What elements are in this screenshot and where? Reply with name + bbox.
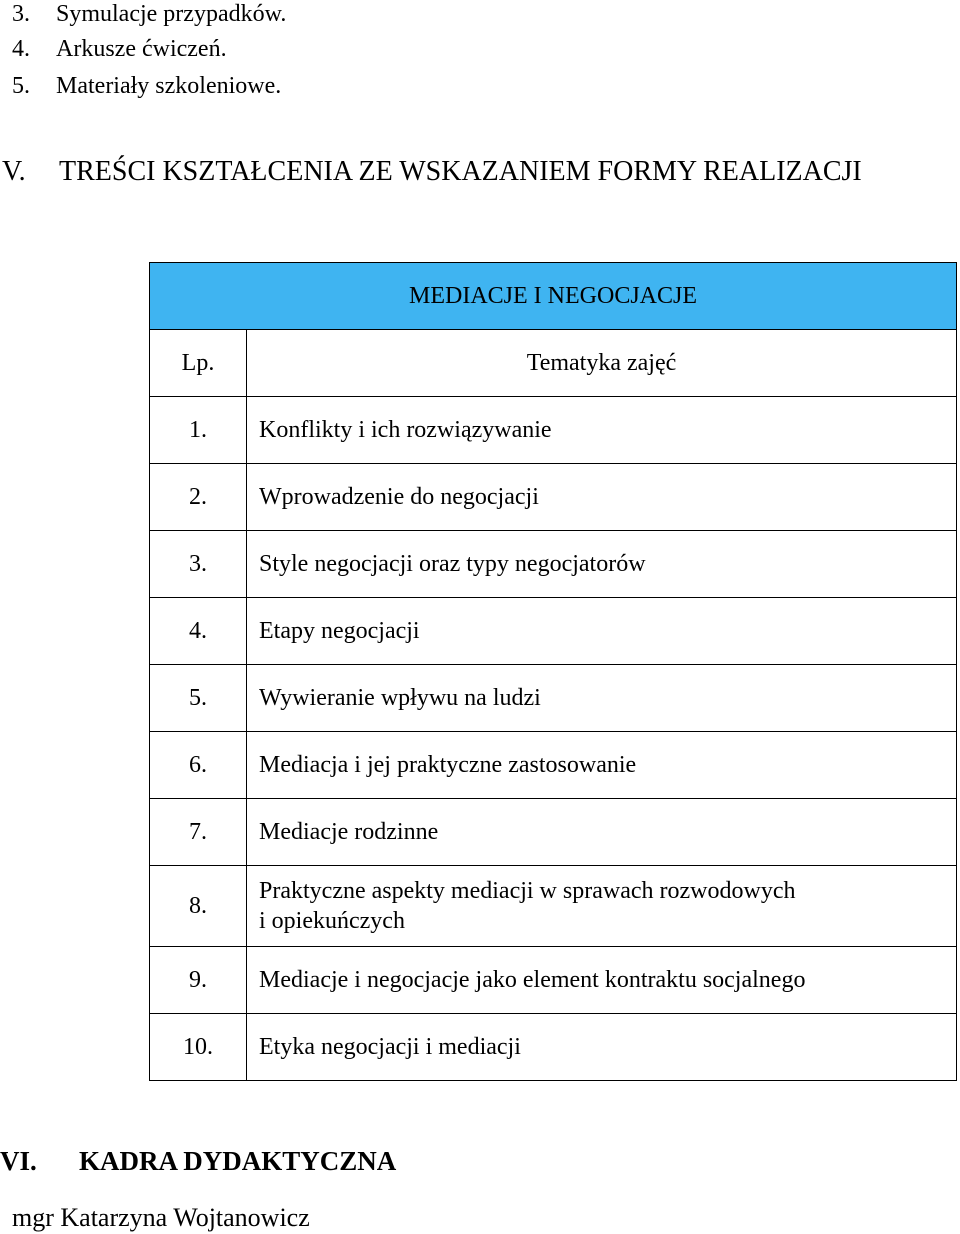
table-row bbox=[150, 732, 957, 799]
row-lp: 8. bbox=[150, 866, 247, 947]
row-topic: Konflikty i ich rozwiązywanie bbox=[247, 397, 957, 464]
row-topic: Etapy negocjacji bbox=[247, 598, 957, 665]
section-vi-heading bbox=[0, 1145, 396, 1177]
header-topic: Tematyka zajęć bbox=[247, 330, 957, 397]
table-row bbox=[150, 464, 957, 531]
row-lp: 3. bbox=[150, 531, 247, 598]
list-item bbox=[12, 35, 227, 63]
row-topic: Mediacje rodzinne bbox=[247, 799, 957, 866]
table-row bbox=[150, 665, 957, 732]
row-topic-line: i opiekuńczych bbox=[259, 908, 405, 934]
section-vi-number: VI. bbox=[0, 1146, 37, 1176]
table-row bbox=[150, 531, 957, 598]
section-vi-title: KADRA DYDAKTYCZNA bbox=[79, 1146, 397, 1176]
row-topic-line: Praktyczne aspekty mediacji w sprawach rozwodowych bbox=[259, 878, 796, 904]
section-v-heading bbox=[0, 156, 862, 188]
header-lp: Lp. bbox=[150, 330, 247, 397]
row-topic: Mediacje i negocjacje jako element kontraktu socjalnego bbox=[247, 947, 957, 1014]
row-lp: 1. bbox=[150, 397, 247, 464]
table-row bbox=[150, 947, 957, 1014]
row-topic: Wywieranie wpływu na ludzi bbox=[247, 665, 957, 732]
list-number: 5. bbox=[12, 73, 30, 99]
row-lp: 10. bbox=[150, 1014, 247, 1081]
topics-table bbox=[149, 262, 957, 1081]
teacher-name: mgr Katarzyna Wojtanowicz bbox=[12, 1203, 310, 1232]
row-topic: Etyka negocjacji i mediacji bbox=[247, 1014, 957, 1081]
row-topic: Wprowadzenie do negocjacji bbox=[247, 464, 957, 531]
list-item bbox=[12, 72, 281, 100]
table-row bbox=[150, 1014, 957, 1081]
table-row bbox=[150, 598, 957, 665]
list-number: 4. bbox=[12, 36, 30, 62]
row-lp: 2. bbox=[150, 464, 247, 531]
row-lp: 4. bbox=[150, 598, 247, 665]
row-lp: 9. bbox=[150, 947, 247, 1014]
table-row bbox=[150, 866, 957, 947]
row-lp: 5. bbox=[150, 665, 247, 732]
section-v-title: TREŚCI KSZTAŁCENIA ZE WSKAZANIEM FORMY REALIZACJI bbox=[59, 156, 862, 187]
row-lp: 7. bbox=[150, 799, 247, 866]
list-text: Symulacje przypadków. bbox=[56, 1, 287, 27]
row-topic: Mediacja i jej praktyczne zastosowanie bbox=[247, 732, 957, 799]
list-text: Materiały szkoleniowe. bbox=[56, 73, 282, 99]
section-v-number: V. bbox=[2, 156, 26, 187]
table-row bbox=[150, 799, 957, 866]
list-text: Arkusze ćwiczeń. bbox=[56, 36, 227, 62]
row-topic: Style negocjacji oraz typy negocjatorów bbox=[247, 531, 957, 598]
table-row bbox=[150, 397, 957, 464]
table-title-row bbox=[150, 263, 957, 330]
table-title: MEDIACJE I NEGOCJACJE bbox=[150, 263, 957, 330]
table-header-row bbox=[150, 330, 957, 397]
list-item bbox=[12, 0, 286, 28]
row-lp: 6. bbox=[150, 732, 247, 799]
list-number: 3. bbox=[12, 1, 30, 27]
row-topic bbox=[247, 866, 957, 947]
